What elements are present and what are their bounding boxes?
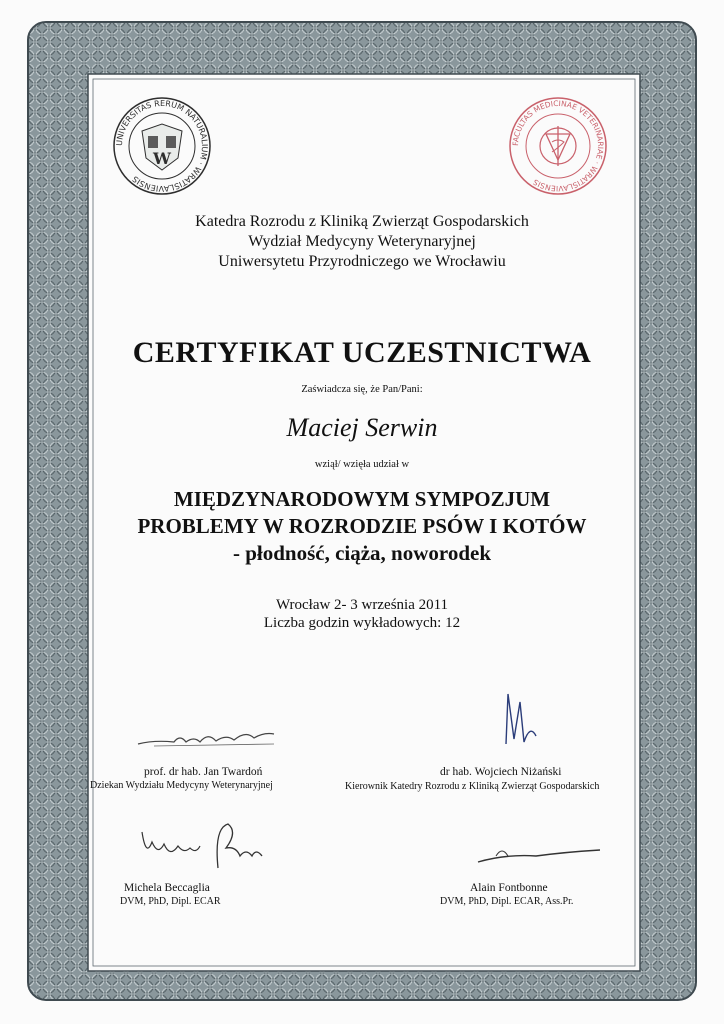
svg-text:W: W: [153, 149, 171, 168]
signatory-twardon-role: Dziekan Wydziału Medycyny Weterynaryjnej: [90, 780, 273, 791]
signature-beccaglia-icon: [138, 818, 268, 878]
signatory-beccaglia-role: DVM, PhD, Dipl. ECAR: [120, 896, 221, 907]
event-line-3: - płodność, ciąża, noworodek: [232, 541, 492, 565]
signature-fontbonne-icon: [476, 840, 606, 870]
lecture-hours: Liczba godzin wykładowych: 12: [263, 615, 461, 631]
signatory-twardon-name: prof. dr hab. Jan Twardoń: [144, 766, 263, 778]
signatory-fontbonne-role: DVM, PhD, Dipl. ECAR, Ass.Pr.: [440, 896, 574, 907]
signature-nizanski-icon: [496, 684, 546, 754]
header-line-1: Katedra Rozrodu z Kliniką Zwierząt Gospodarskich: [195, 213, 529, 230]
signatory-fontbonne-name: Alain Fontbonne: [470, 882, 548, 894]
signatory-nizanski-name: dr hab. Wojciech Niżański: [440, 766, 562, 778]
signatory-nizanski-role: Kierownik Katedry Rozrodu z Kliniką Zwierząt Gospodarskich: [345, 781, 600, 792]
header-line-2: Wydział Medycyny Weterynaryjnej: [248, 233, 476, 250]
faculty-seal: [508, 96, 608, 196]
right-seal-ring-text: FACULTAS MEDICINAE VETERINARIAE · WRATISLAVIENSIS: [510, 98, 606, 194]
event-line-1: MIĘDZYNARODOWYM SYMPOZJUM: [173, 487, 551, 511]
certificate-title: CERTYFIKAT UCZESTNICTWA: [132, 336, 592, 369]
participated-text: wziął/ wzięła udział w: [314, 459, 410, 470]
university-seal: [112, 96, 212, 196]
header-line-3: Uniwersytetu Przyrodniczego we Wrocławiu: [218, 253, 506, 270]
signature-twardon-icon: [134, 722, 284, 752]
signatory-beccaglia-name: Michela Beccaglia: [124, 882, 210, 894]
event-line-2: PROBLEMY W ROZRODZIE PSÓW I KOTÓW: [137, 514, 587, 538]
participant-name: Maciej Serwin: [286, 413, 438, 442]
left-seal-ring-text: UNIVERSITAS RERUM NATURALIUM · WRATISLAVIENSIS: [114, 98, 210, 194]
certify-text: Zaświadcza się, że Pan/Pani:: [301, 384, 423, 395]
date-place: Wrocław 2- 3 września 2011: [275, 597, 449, 613]
